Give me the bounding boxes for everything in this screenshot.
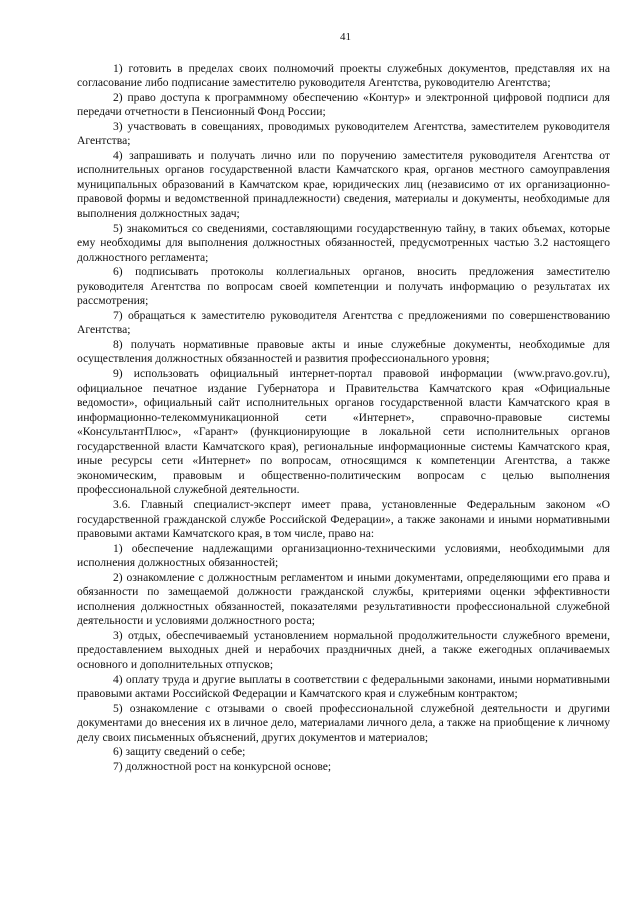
- paragraph-right-3: 3) отдых, обеспечиваемый установлением нормальной продолжительности служебного времени, предоставлением выходных дней и нерабочих праздничных дней, а также ежегодных оплачиваемых основного и дополнительных отпусков;: [77, 628, 610, 671]
- paragraph-section-3-6: 3.6. Главный специалист-эксперт имеет права, установленные Федеральным законом «О государственной гражданской службе Российской Федерации», а также законами и иными нормативными правовыми актами Камчатского края, в том числе, право на:: [77, 497, 610, 541]
- paragraph-right-2: 2) ознакомление с должностным регламентом и иными документами, определяющими его права и обязанности по замещаемой должности гражданской службы, критериями оценки эффективности исполнения должностных обязанностей, показателями результативности профессиональной служебной деятельности и условиями должностного роста;: [77, 570, 610, 628]
- paragraph-duty-5: 5) знакомиться со сведениями, составляющими государственную тайну, в таких объемах, которые ему необходимы для выполнения должностных обязанностей, предусмотренных частью 3.2 настоящего должностного регламента;: [77, 221, 610, 264]
- paragraph-duty-8: 8) получать нормативные правовые акты и иные служебные документы, необходимые для осуществления должностных обязанностей и развития профессионального уровня;: [77, 337, 610, 366]
- paragraph-right-1: 1) обеспечение надлежащими организационно-техническими условиями, необходимыми для исполнения должностных обязанностей;: [77, 541, 610, 570]
- paragraph-right-7: 7) должностной рост на конкурсной основе;: [113, 759, 332, 773]
- paragraph-right-5: 5) ознакомление с отзывами о своей профессиональной служебной деятельности и другими документами до внесения их в личное дело, материалами личного дела, а также на приобщение к личному делу своих письменных объяснений, других документов и материалов;: [77, 701, 610, 744]
- page-number: 41: [340, 31, 351, 43]
- paragraph-duty-3: 3) участвовать в совещаниях, проводимых руководителем Агентства, заместителем руководителя Агентства;: [77, 119, 610, 148]
- paragraph-duty-4: 4) запрашивать и получать лично или по поручению заместителя руководителя Агентства от исполнительных органов государственной власти Камчатского края, органов местного самоуправления муниципальных образований в Камчатском крае, юридических лиц (независимо от их организационно-правовой формы и ведомственной принадлежности) сведения, материалы и документы, необходимые для выполнения должностных задач;: [77, 148, 610, 221]
- paragraph-duty-6: 6) подписывать протоколы коллегиальных органов, вносить предложения заместителю руководителя Агентства по вопросам своей компетенции и получать информацию о результатах их рассмотрения;: [77, 265, 610, 308]
- document-body: [77, 62, 610, 775]
- paragraph-duty-7: 7) обращаться к заместителю руководителя Агентства с предложениями по совершенствованию Агентства;: [77, 308, 610, 337]
- paragraph-duty-9: 9) использовать официальный интернет-портал правовой информации (www.pravo.gov.ru), официальное печатное издание Губернатора и Правительства Камчатского края «Официальные ведомости», официальный сайт исполнительных органов государственной власти Камчатского края в информационно-телекоммуникационной сети «Интернет», справочно-правовые системы «КонсультантПлюс», «Гарант» (функционирующие в локальной сети исполнительных органов государственной власти Камчатского края), региональные информационные системы Камчатского края, иные ресурсы сети «Интернет» по вопросам, относящимся к компетенции Агентства, а также экономическим, правовым и общественно-политическим вопросам с целью выполнения профессиональной служебной деятельности.: [77, 367, 610, 497]
- paragraph-right-6: 6) защиту сведений о себе;: [113, 745, 246, 759]
- paragraph-duty-1: 1) готовить в пределах своих полномочий проекты служебных документов, представляя их на согласование либо подписание заместителю руководителя Агентства, руководителю Агентства;: [77, 61, 610, 90]
- paragraph-right-4: 4) оплату труда и другие выплаты в соответствии с федеральными законами, иными нормативными правовыми актами Российской Федерации и Камчатского края и служебным контрактом;: [77, 672, 610, 701]
- paragraph-duty-2: 2) право доступа к программному обеспечению «Контур» и электронной цифровой подписи для передачи отчетности в Пенсионный Фонд России;: [77, 90, 610, 119]
